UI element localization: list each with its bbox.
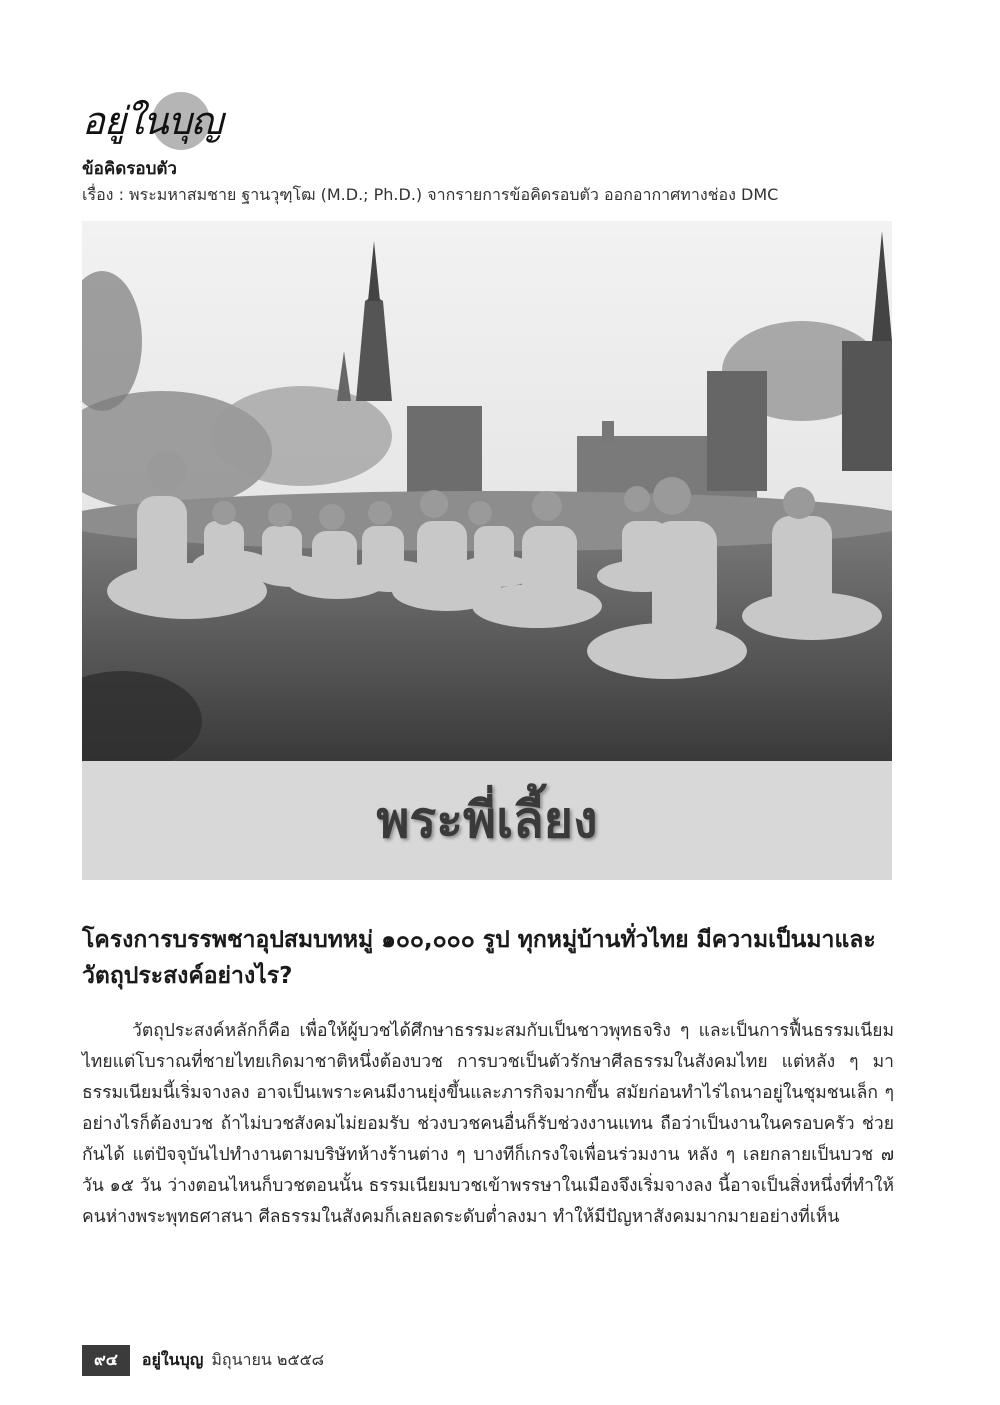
article-body: วัตถุประสงค์หลักก็คือ เพื่อให้ผู้บวชได้ศึกษาธรรมะสมกับเป็นชาวพุทธจริง ๆ และเป็นการฟื้นธรรมเนียมไทยแต่โบราณที่ชายไทยเกิดมาชาติหนึ่งต้องบวช การบวชเป็นตัวรักษาศีลธรรมในสังคมไทย แต่หลัง ๆ มาธรรมเนียมนี้เริ่มจางลง อาจเป็นเพราะคนมีงานยุ่งขึ้นและภารกิจมากขึ้น สมัยก่อนทำไร่ไถนาอยู่ในชุมชนเล็ก ๆ อย่างไรก็ต้องบวช ถ้าไม่บวชสังคมไม่ยอมรับ ช่วงบวชคนอื่นก็รับช่วงงานแทน ถือว่าเป็นงานในครอบครัว ช่วยกันได้ แต่ปัจจุบันไปทำงานตามบริษัทห้างร้านต่าง ๆ บางทีก็เกรงใจเพื่อนร่วมงาน หลัง ๆ เลยกลายเป็นบวช ๗ วัน ๑๕ วัน ว่างตอนไหนก็บวชตอนนั้น ธรรมเนียมบวชเข้าพรรษาในเมืองจึงเริ่มจางลง นี้อาจเป็นสิ่งหนึ่งที่ทำให้คนห่างพระพุทธศาสนา ศีลธรรมในสังคมก็เลยลดระดับต่ำลงมา ทำให้มีปัญหาสังคมมากมายอย่างที่เห็น [82, 1021, 894, 1227]
article-headline: พระพี่เลี้ยง [376, 791, 598, 849]
page-number: ๙๔ [82, 1345, 130, 1376]
magazine-logo [82, 84, 222, 150]
monks-meditating-photo [82, 221, 892, 761]
section-title: ข้อคิดรอบตัว [82, 159, 177, 179]
logo-text: อยู่ในบุญ [82, 99, 223, 143]
article-question: โครงการบรรพชาอุปสมบทหมู่ ๑๐๐,๐๐๐ รูป ทุกหมู่บ้านทั่วไทย มีความเป็นมาและวัตถุประสงค์อย่างไร? [82, 927, 876, 989]
byline: เรื่อง : พระมหาสมชาย ฐานวุฑฺโฒ (M.D.; Ph.D.) จากรายการข้อคิดรอบตัว ออกอากาศทางช่อง DMC [82, 185, 779, 204]
photo-illustration [82, 221, 892, 761]
footer-date: มิถุนายน ๒๕๕๘ [211, 1349, 325, 1369]
footer-magazine: อยู่ในบุญ [141, 1349, 204, 1369]
headline-band [82, 761, 892, 880]
page-footer [82, 1346, 324, 1374]
